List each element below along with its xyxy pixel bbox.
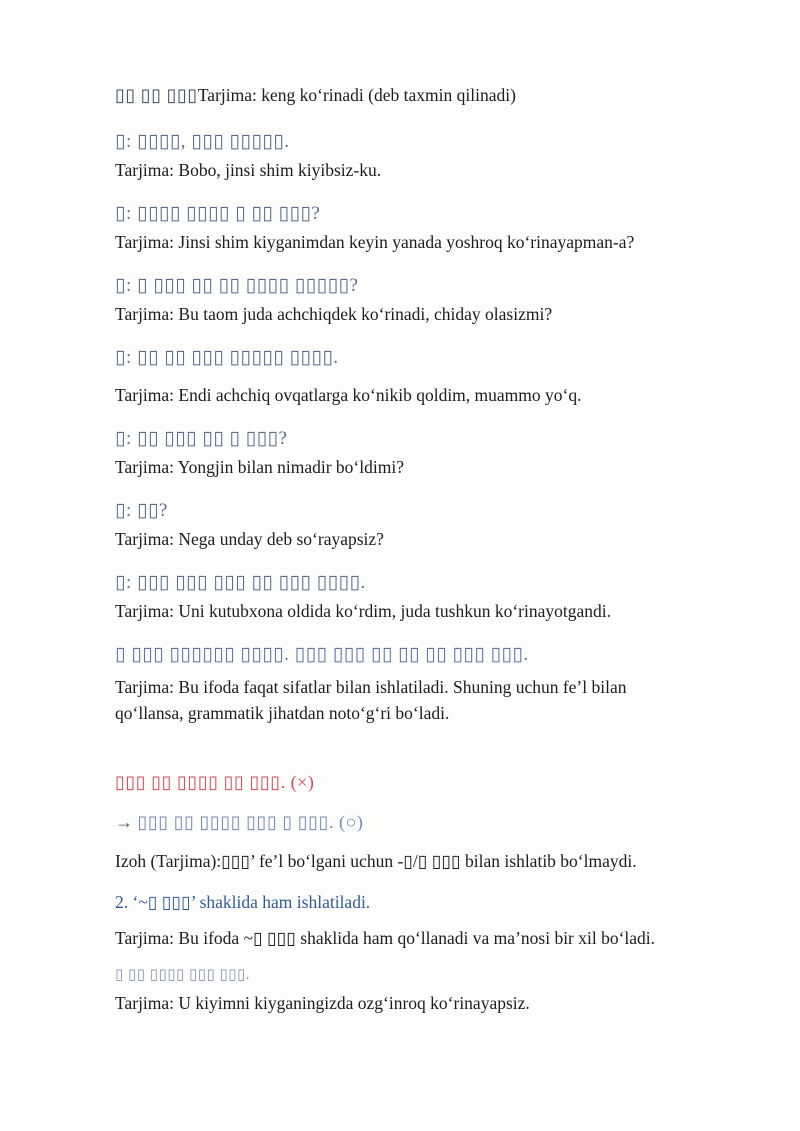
grammar-note-translation: Tarjima: Bu ifoda faqat sifatlar bilan ishlatiladi. Shuning uchun fe’l bilan qo‘llansa, grammatik jihatdan noto‘g‘ri bo‘ladi. (115, 677, 627, 723)
dialogue-korean-5: ▯: ▯▯ ▯▯▯ ▯▯ ▯ ▯▯▯? (115, 428, 288, 449)
grammar-note-korean: ▯ ▯▯▯ ▯▯▯▯▯▯ ▯▯▯▯. ▯▯▯ ▯▯▯ ▯▯ ▯▯ ▯▯ ▯▯▯ ▯▯▯. (115, 644, 529, 665)
dialogue-translation-6: Tarjima: Nega unday deb so‘rayapsiz? (115, 529, 384, 549)
intro-line (115, 84, 692, 106)
dialogue-translation-2: Tarjima: Jinsi shim kiyganimdan keyin yanada yoshroq ko‘rinayapman-a? (115, 232, 635, 252)
section2-example-translation: Tarjima: U kiyimni kiyganingizda ozg‘inroq ko‘rinayapsiz. (115, 993, 530, 1013)
section2-translation: Tarjima: Bu ifoda ~▯ ▯▯▯ shaklida ham qo‘llanadi va ma’nosi bir xil bo‘ladi. (115, 928, 656, 948)
dialogue-translation-1: Tarjima: Bobo, jinsi shim kiyibsiz-ku. (115, 160, 382, 180)
dialogue-korean-6: ▯: ▯▯? (115, 500, 168, 521)
intro-translation: Tarjima: keng ko‘rinadi (deb taxmin qilinadi) (197, 85, 516, 105)
dialogue-korean-1: ▯: ▯▯▯▯, ▯▯▯ ▯▯▯▯▯. (115, 131, 290, 152)
section2-heading: 2. ‘~▯ ▯▯▯’ shaklida ham ishlatiladi. (115, 892, 371, 912)
right-arrow-icon: → (115, 812, 138, 832)
correct-example-text: ▯▯▯ ▯▯ ▯▯▯▯ ▯▯▯ ▯ ▯▯▯. (○) (137, 812, 364, 832)
dialogue-korean-2: ▯: ▯▯▯▯ ▯▯▯▯ ▯ ▯▯ ▯▯▯? (115, 203, 321, 224)
dialogue-korean-4: ▯: ▯▯ ▯▯ ▯▯▯ ▯▯▯▯▯ ▯▯▯▯. (115, 347, 339, 368)
wrong-example-line: ▯▯▯ ▯▯ ▯▯▯▯ ▯▯ ▯▯▯. (×) (115, 772, 315, 792)
dialogue-korean-3: ▯: ▯ ▯▯▯ ▯▯ ▯▯ ▯▯▯▯ ▯▯▯▯▯? (115, 275, 359, 296)
section2-example-korean: ▯ ▯▯ ▯▯▯▯ ▯▯▯ ▯▯▯. (115, 967, 251, 983)
dialogue-translation-7: Tarjima: Uni kutubxona oldida ko‘rdim, juda tushkun ko‘rinayotgandi. (115, 601, 611, 621)
dialogue-korean-7: ▯: ▯▯▯ ▯▯▯ ▯▯▯ ▯▯ ▯▯▯ ▯▯▯▯. (115, 572, 366, 593)
izoh-note: Izoh (Tarjima):▯▯▯’ fe’l bo‘lgani uchun -▯/▯ ▯▯▯ bilan ishlatib bo‘lmaydi. (115, 851, 637, 871)
dialogue-translation-5: Tarjima: Yongjin bilan nimadir bo‘ldimi? (115, 457, 404, 477)
intro-korean-boxes: ▯▯ ▯▯ ▯▯▯ (115, 85, 198, 105)
correct-example-line (115, 812, 692, 833)
dialogue-translation-4: Tarjima: Endi achchiq ovqatlarga ko‘nikib qoldim, muammo yo‘q. (115, 385, 582, 405)
dialogue-translation-3: Tarjima: Bu taom juda achchiqdek ko‘rinadi, chiday olasizmi? (115, 304, 553, 324)
